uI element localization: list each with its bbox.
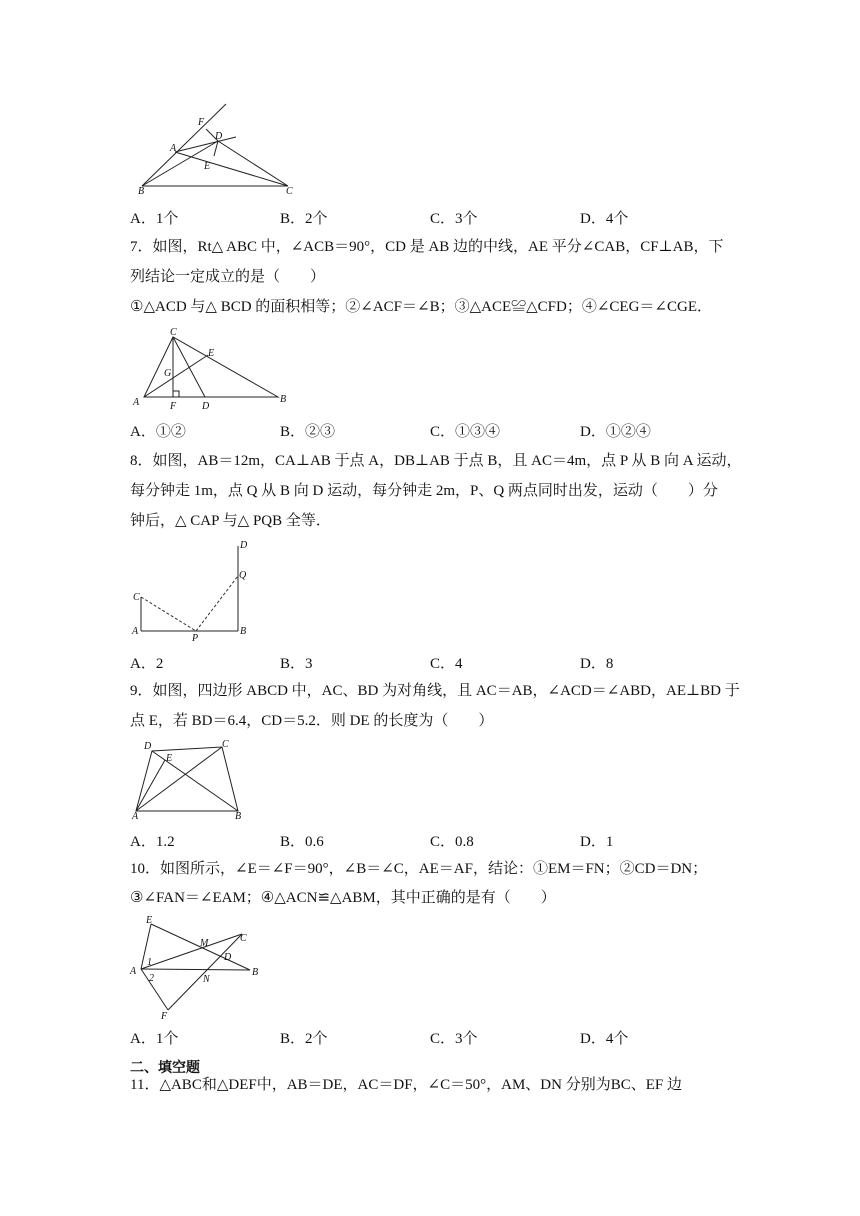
label-A: A: [133, 397, 140, 408]
label-D: D: [144, 741, 152, 752]
label-angle-1: 1: [147, 957, 152, 968]
figure-q10: [130, 913, 270, 1021]
option-d[interactable]: D．4个: [580, 1031, 629, 1047]
option-c[interactable]: C．①③④: [430, 424, 501, 440]
options-q8: [130, 652, 770, 674]
label-E: E: [146, 915, 153, 926]
option-d[interactable]: D．4个: [580, 211, 629, 227]
label-G: G: [164, 368, 172, 379]
label-C: C: [240, 933, 247, 944]
label-M: M: [200, 938, 209, 949]
label-C: C: [222, 739, 229, 750]
figure-q6: [130, 100, 310, 195]
label-E: E: [166, 753, 173, 764]
option-b[interactable]: B．2个: [280, 1031, 328, 1047]
option-b[interactable]: B．2个: [280, 211, 328, 227]
q10-line-1: 10．如图所示，∠E＝∠F＝90°，∠B＝∠C，AE＝AF，结论：①EM＝FN；②CD＝DN；: [130, 861, 708, 877]
option-d[interactable]: D．8: [580, 656, 614, 672]
label-A: A: [132, 626, 139, 637]
label-D: D: [202, 401, 210, 412]
label-D: D: [224, 952, 232, 963]
option-b[interactable]: B．②③: [280, 424, 336, 440]
q9-line-2: 点 E，若 BD＝6.4，CD＝5.2．则 DE 的长度为（ ）: [130, 713, 494, 729]
figure-q9: [130, 738, 250, 823]
label-E: E: [204, 161, 211, 172]
q7-line-3: ①△ACD 与△ BCD 的面积相等；②∠ACF＝∠B；③△ACE≌△CFD；④∠CEG＝∠CGE．: [130, 299, 712, 315]
label-N: N: [203, 974, 210, 985]
option-c[interactable]: C．4: [430, 656, 463, 672]
q8-line-1: 8．如图，AB＝12m，CA⊥AB 于点 A，DB⊥AB 于点 B，且 AC＝4m，点 P 从 B 向 A 运动，: [130, 453, 742, 469]
option-b[interactable]: B．3: [280, 656, 313, 672]
q10-line-2: ③∠FAN＝∠EAM；④△ACN≌△ABM，其中正确的是有（ ）: [130, 890, 556, 906]
label-F: F: [170, 401, 177, 412]
option-d[interactable]: D．1: [580, 834, 614, 850]
option-d[interactable]: D．①②④: [580, 424, 651, 440]
label-A: A: [170, 143, 177, 154]
label-Q: Q: [239, 570, 247, 581]
options-q9: [130, 830, 770, 852]
label-B: B: [138, 186, 145, 197]
option-a[interactable]: A．1.2: [130, 834, 175, 850]
options-q7: [130, 420, 770, 442]
figure-q7: [130, 325, 300, 415]
label-angle-2: 2: [149, 973, 154, 984]
label-B: B: [280, 394, 287, 405]
q8-line-3: 钟后，△ CAP 与△ PQB 全等．: [130, 513, 331, 529]
q8-line-2: 每分钟走 1m，点 Q 从 B 向 D 运动，每分钟走 2m，P、Q 两点同时出发，运动（ ）分: [130, 483, 718, 499]
option-c[interactable]: C．0.8: [430, 834, 474, 850]
label-F: F: [198, 117, 205, 128]
option-b[interactable]: B．0.6: [280, 834, 324, 850]
label-D: D: [240, 540, 248, 551]
label-D: D: [215, 131, 223, 142]
label-A: A: [130, 966, 137, 977]
option-c[interactable]: C．3个: [430, 211, 478, 227]
options-q6: [130, 207, 770, 229]
options-q10: [130, 1027, 770, 1049]
label-B: B: [240, 626, 247, 637]
section-title: 二、填空题: [130, 1059, 200, 1075]
label-C: C: [170, 327, 177, 338]
option-a[interactable]: A．1个: [130, 1031, 179, 1047]
q7-line-1: 7．如图，Rt△ ABC 中，∠ACB＝90°，CD 是 AB 边的中线，AE 平分∠CAB，CF⊥AB，下: [130, 239, 724, 255]
label-C: C: [286, 186, 293, 197]
option-a[interactable]: A．1个: [130, 211, 179, 227]
option-a[interactable]: A．①②: [130, 424, 186, 440]
option-c[interactable]: C．3个: [430, 1031, 478, 1047]
q7-line-2: 列结论一定成立的是（ ）: [130, 269, 326, 285]
label-A: A: [132, 811, 139, 822]
label-B: B: [252, 967, 259, 978]
label-F: F: [161, 1011, 168, 1022]
label-C: C: [133, 592, 140, 603]
label-P: P: [192, 633, 199, 644]
label-E: E: [208, 348, 215, 359]
q9-line-1: 9．如图，四边形 ABCD 中，AC、BD 为对角线，且 AC＝AB，∠ACD＝∠ABD，AE⊥BD 于: [130, 683, 740, 699]
figure-q8: [130, 538, 260, 643]
label-B: B: [235, 811, 242, 822]
q11-line-1: 11．△ABC和△DEF中，AB＝DE，AC＝DF，∠C＝50°，AM、DN 分别为BC、EF 边: [130, 1077, 682, 1093]
option-a[interactable]: A．2: [130, 656, 164, 672]
